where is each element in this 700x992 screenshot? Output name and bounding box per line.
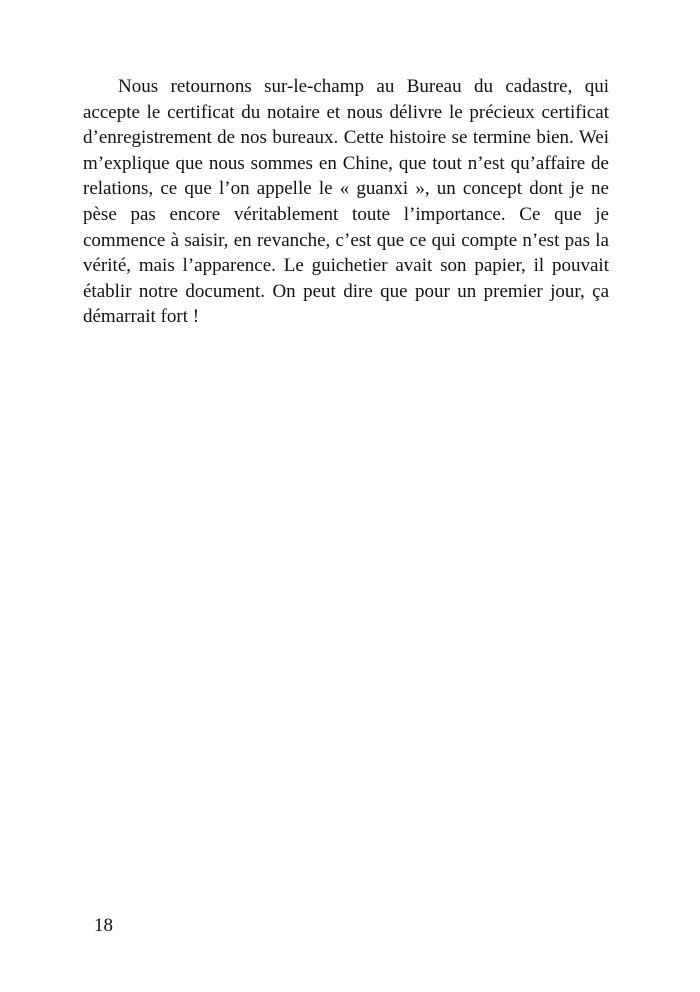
body-paragraph: Nous retournons sur-le-champ au Bureau du cadastre, qui accepte le certificat du notaire et nous délivre le précieux certificat d’enregistrement de nos bureaux. Cette histoire se termine bien. Wei m’explique que nous sommes en Chine, que tout n’est qu’affaire de relations, ce que l’on appelle le « guanxi », un concept dont je ne pèse pas encore véritablement toute l’importance. Ce que je commence à saisir, en revanche, c’est que ce qui compte n’est pas la vérité, mais l’apparence. Le guichetier avait son papier, il pouvait établir notre document. On peut dire que pour un premier jour, ça démarrait fort ! (83, 76, 609, 328)
page-number: 18 (94, 915, 113, 936)
